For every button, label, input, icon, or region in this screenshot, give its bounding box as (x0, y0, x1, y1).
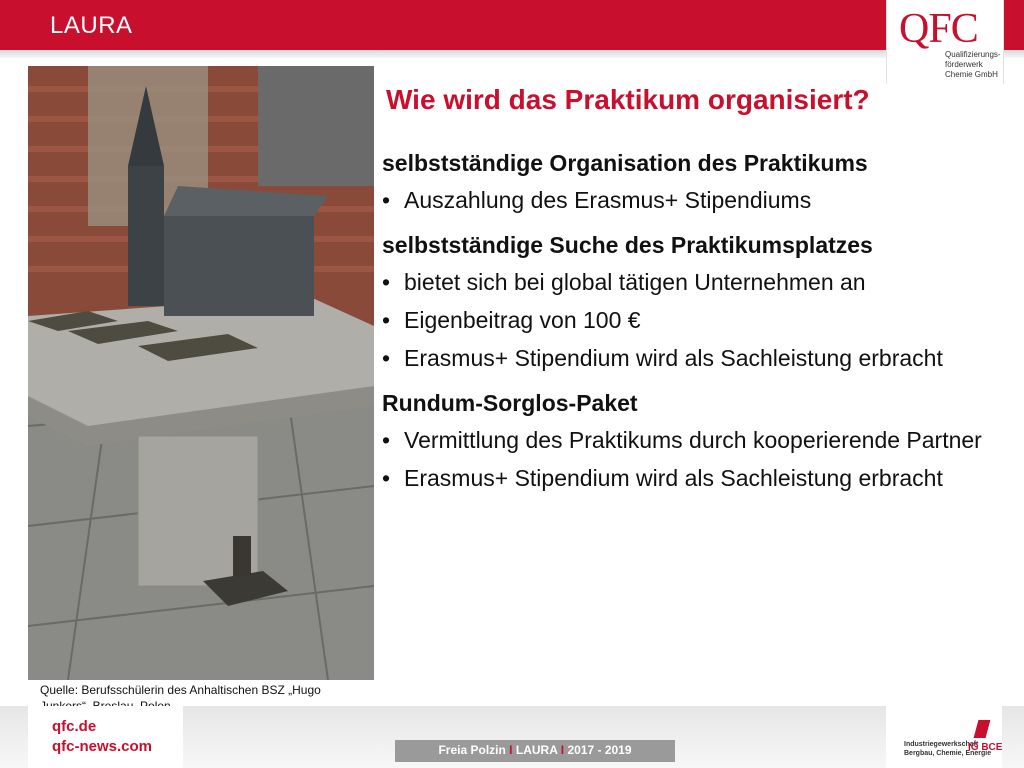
photo-caption: Quelle: Berufsschülerin des Anhaltischen BSZ „Hugo (40, 683, 321, 697)
bullet-item (382, 462, 1002, 494)
bullet-list (382, 184, 1002, 216)
footer-separator: I (509, 743, 513, 757)
qfc-logo-tagline: Qualifizierungs- förderwerk Chemie GmbH (945, 50, 1001, 79)
bullet-text: bietet sich bei global tätigen Unternehmen an (404, 269, 866, 295)
bullet-icon: • (382, 187, 391, 213)
bullet-item (382, 184, 1002, 216)
footer-link-qfc[interactable]: qfc.de (52, 718, 97, 735)
bullet-text: Auszahlung des Erasmus+ Stipendiums (404, 187, 812, 213)
bullet-text: Erasmus+ Stipendium wird als Sachleistung erbracht (404, 345, 943, 371)
slide-title: Wie wird das Praktikum organisiert? (386, 84, 870, 115)
bullet-item (382, 266, 1002, 298)
bullet-icon: • (382, 427, 391, 453)
footer-separator: I (560, 743, 565, 757)
section-heading: Rundum-Sorglos-Paket (382, 390, 638, 416)
bullet-list (382, 424, 1002, 494)
section-heading: selbstständige Suche des Praktikumsplatzes (382, 232, 873, 258)
footer-author: Freia Polzin (438, 743, 506, 757)
union-name-line1: Industriegewerkschaft (904, 741, 979, 748)
photo-illustration (28, 66, 374, 680)
project-label: LAURA (50, 12, 133, 39)
bullet-icon: • (382, 307, 391, 333)
bullet-list (382, 266, 1002, 374)
slide-content (382, 148, 1002, 508)
header-bar (0, 0, 1024, 50)
section-organisation (382, 148, 1002, 216)
bullet-item (382, 424, 1002, 456)
union-logo-text: IG BCE (968, 742, 1003, 753)
bullet-icon: • (382, 269, 391, 295)
footer-link-qfc-news[interactable]: qfc-news.com (52, 738, 153, 755)
bullet-text: Eigenbeitrag von 100 € (404, 307, 641, 333)
footer-years: 2017 - 2019 (567, 743, 632, 757)
section-package (382, 388, 1002, 494)
header-shade (0, 50, 1024, 58)
bullet-icon: • (382, 465, 391, 491)
union-name-line2: Bergbau, Chemie, Energie (904, 750, 992, 757)
section-search (382, 230, 1002, 374)
section-heading: selbstständige Organisation des Praktikums (382, 150, 868, 176)
footer-credit (395, 740, 675, 762)
footer-links-box (28, 706, 183, 768)
bullet-icon: • (382, 345, 391, 371)
footer-project: LAURA (515, 743, 558, 757)
bullet-item (382, 304, 1002, 336)
qfc-logo (886, 0, 1004, 84)
photo-church-model (28, 66, 374, 680)
bullet-text: Erasmus+ Stipendium wird als Sachleistung erbracht (404, 465, 943, 491)
bullet-item (382, 342, 1002, 374)
bullet-text: Vermittlung des Praktikums durch kooperierende Partner (404, 427, 982, 453)
qfc-logo-wordmark: QFC (899, 6, 978, 52)
